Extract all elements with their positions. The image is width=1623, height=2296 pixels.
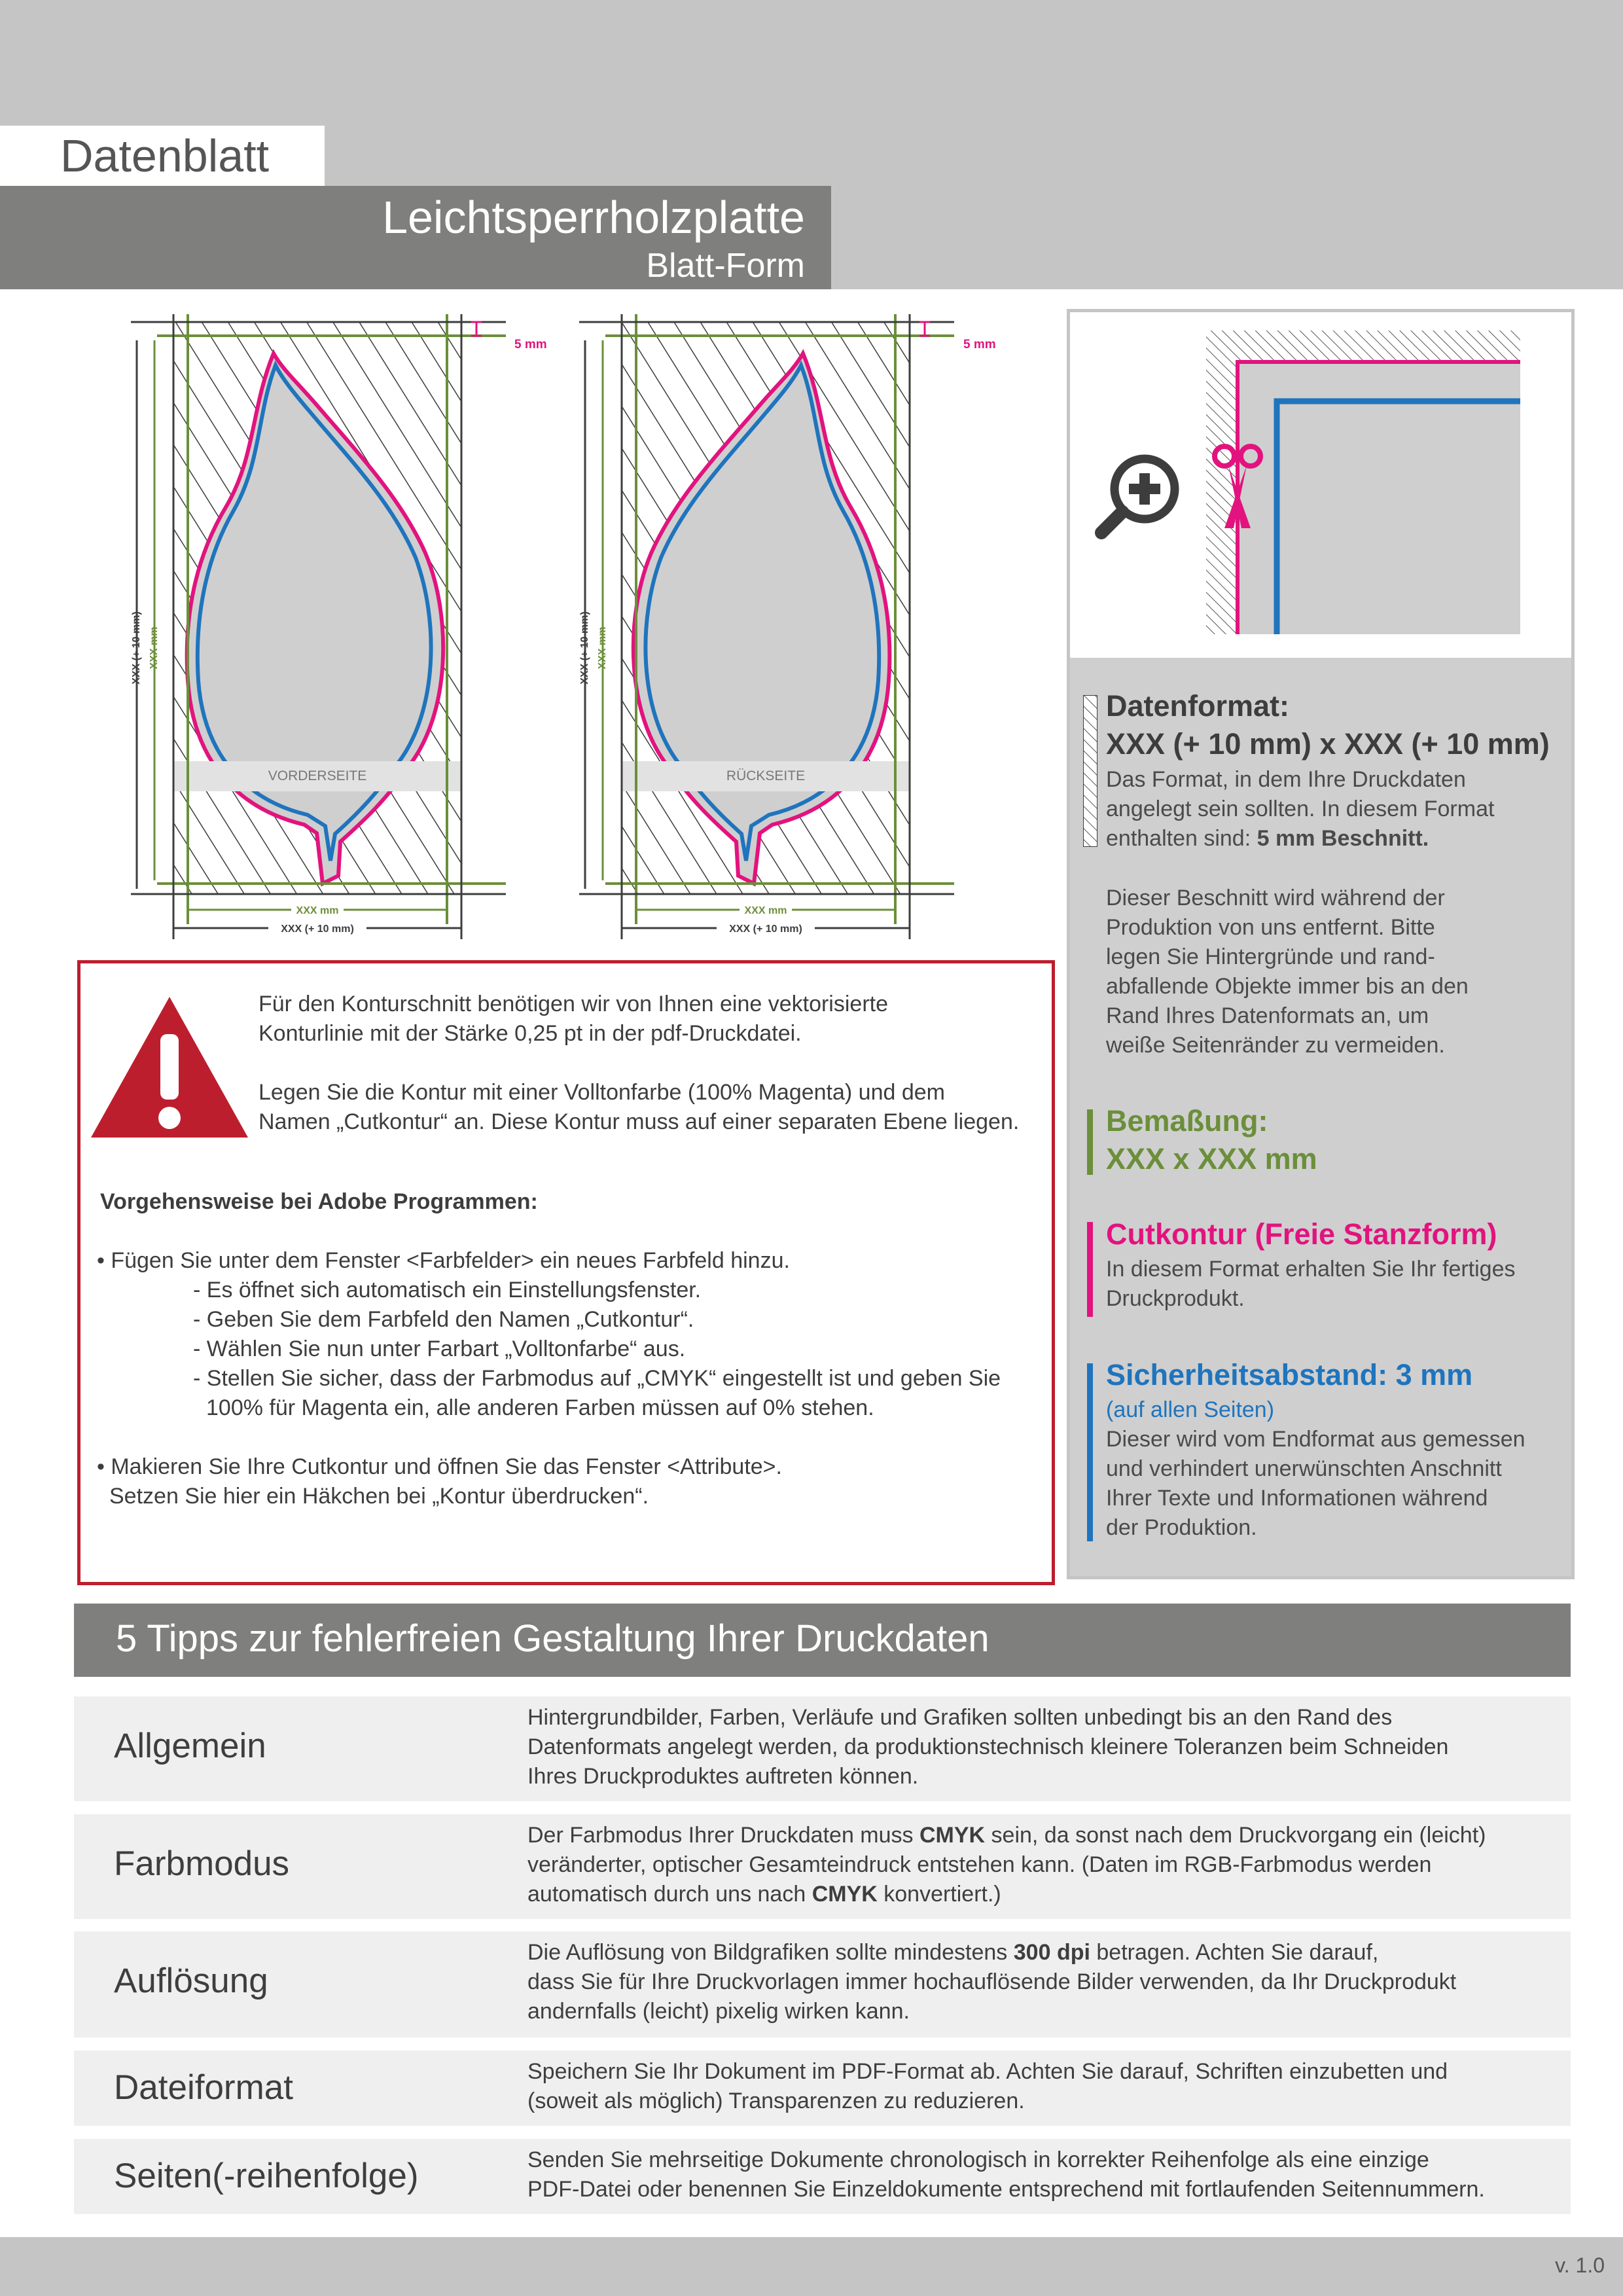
page-title: Leichtsperrholzplatte xyxy=(382,192,805,243)
adobe-step-sub-continued: 100% für Magenta ein, alle anderen Farben müssen auf 0% stehen. xyxy=(206,1395,874,1420)
tip-text-line: andernfalls (leicht) pixelig wirken kann. xyxy=(527,1999,910,2024)
tip-text-line xyxy=(527,1821,1561,1850)
document-label-text: Datenblatt xyxy=(60,130,270,181)
adobe-step-sub: - Wählen Sie nun unter Farbart „Volltonfarbe“ aus. xyxy=(193,1336,686,1361)
tip-text xyxy=(527,2145,1561,2204)
cut-contour-text xyxy=(1106,1255,1516,1314)
bleed-marker xyxy=(471,322,482,336)
tip-text xyxy=(527,2057,1561,2116)
tip-text-line xyxy=(527,1880,1561,1909)
back-side-panel xyxy=(579,314,996,939)
tip-text-line: dass Sie für Ihre Druckvorlagen immer hochauflösende Bilder verwenden, da Ihr Druckprodukt xyxy=(527,1969,1457,1994)
instruction-line: Konturlinie mit der Stärke 0,25 pt in der pdf-Druckdatei. xyxy=(259,1021,802,1046)
bleed-label: 5 mm xyxy=(963,338,996,351)
adobe-step-main: • Fügen Sie unter dem Fenster <Farbfelder> ein neues Farbfeld hinzu. xyxy=(97,1248,790,1273)
tip-text-line: Ihres Druckproduktes auftreten können. xyxy=(527,1764,919,1789)
tip-text-bold: 300 dpi xyxy=(1013,1940,1090,1965)
cut-text-line: Druckprodukt. xyxy=(1106,1286,1245,1311)
instruction-line: Legen Sie die Kontur mit einer Volltonfarbe (100% Magenta) und dem xyxy=(259,1080,945,1105)
bleed-text-line: abfallende Objekte immer bis an den xyxy=(1106,974,1469,999)
front-side-panel xyxy=(131,314,547,939)
bleed-text-line: Produktion von uns entfernt. Bitte xyxy=(1106,915,1435,940)
bleed-text-line: weiße Seitenränder zu vermeiden. xyxy=(1106,1033,1445,1058)
net-height-label: XXX mm xyxy=(597,626,608,670)
bleed-hatch-bar xyxy=(1083,695,1097,847)
tip-row-general xyxy=(74,1696,1571,1801)
tip-text-segment: betragen. Achten Sie darauf, xyxy=(1090,1940,1379,1965)
tip-text-line: veränderter, optischer Gesamteindruck entstehen kann. (Daten im RGB-Farbmodus werden xyxy=(527,1852,1432,1877)
tip-text-line: PDF-Datei oder benennen Sie Einzeldokumente entsprechend mit fortlaufenden Seitennummern. xyxy=(527,2177,1485,2202)
format-text-3 xyxy=(1106,824,1429,853)
instruction-paragraph-2 xyxy=(259,1078,1019,1137)
adobe-step-main: • Makieren Sie Ihre Cutkontur und öffnen Sie das Fenster <Attribute>. xyxy=(97,1454,782,1479)
net-width-label: XXX mm xyxy=(744,905,787,916)
format-value: XXX (+ 10 mm) x XXX (+ 10 mm) xyxy=(1106,727,1550,761)
safety-text-line: und verhindert unerwünschten Anschnitt xyxy=(1106,1456,1502,1481)
leaf-shape-diagram xyxy=(0,288,1060,949)
total-width-label: XXX (+ 10 mm) xyxy=(281,924,354,935)
safety-heading: Sicherheitsabstand: 3 mm xyxy=(1106,1358,1473,1391)
format-text-1: Das Format, in dem Ihre Druckdaten xyxy=(1106,767,1466,792)
page-subtitle: Blatt-Form xyxy=(646,247,805,285)
tips-header-title: 5 Tipps zur fehlerfreien Gestaltung Ihrer Druckdaten xyxy=(116,1617,990,1660)
format-text-3-plain: enthalten sind: xyxy=(1106,826,1257,851)
cut-contour-instructions xyxy=(77,960,1055,1585)
tip-text xyxy=(527,1938,1561,2026)
tip-text-segment: sein, da sonst nach dem Druckvorgang ein (leicht) xyxy=(985,1823,1486,1848)
tip-title: Farbmodus xyxy=(114,1844,290,1883)
tip-text xyxy=(527,1821,1561,1909)
cut-contour-heading: Cutkontur (Freie Stanzform) xyxy=(1106,1217,1497,1251)
tip-title: Auflösung xyxy=(114,1962,268,2000)
bleed-marker xyxy=(919,322,930,336)
dimension-marker-bar xyxy=(1087,1109,1093,1175)
tip-text-line: Senden Sie mehrseitige Dokumente chronologisch in korrekter Reihenfolge als eine einzige xyxy=(527,2147,1429,2172)
tip-text-segment: Die Auflösung von Bildgrafiken sollte mindestens xyxy=(527,1940,1014,1965)
tip-text-bold: CMYK xyxy=(812,1882,878,1907)
version-label: v. 1.0 xyxy=(1555,2253,1605,2277)
footer-band xyxy=(0,2237,1623,2296)
dimension-value: XXX x XXX mm xyxy=(1106,1142,1317,1175)
safety-text-line: Ihrer Texte und Informationen während xyxy=(1106,1486,1488,1511)
back-side-label: RÜCKSEITE xyxy=(726,768,806,783)
tip-row-file-format xyxy=(74,2051,1571,2126)
bleed-text-line: Dieser Beschnitt wird während der xyxy=(1106,886,1445,910)
format-heading: Datenformat: xyxy=(1106,689,1290,723)
adobe-step-sub: - Stellen Sie sicher, dass der Farbmodus auf „CMYK“ eingestellt ist und geben Sie xyxy=(193,1366,1001,1391)
tip-row-color-mode xyxy=(74,1814,1571,1919)
tips-header xyxy=(74,1604,1571,1677)
net-width-label: XXX mm xyxy=(296,905,339,916)
tip-title: Seiten(-reihenfolge) xyxy=(114,2157,419,2195)
safety-text-line: Dieser wird vom Endformat aus gemessen xyxy=(1106,1427,1525,1452)
warning-icon xyxy=(88,994,251,1141)
cut-text-line: In diesem Format erhalten Sie Ihr fertiges xyxy=(1106,1257,1516,1282)
tip-text-segment: automatisch durch uns nach xyxy=(527,1882,812,1907)
instruction-paragraph-1 xyxy=(259,990,888,1049)
tip-text-line: Datenformats angelegt werden, da produktionstechnisch kleinere Toleranzen beim Schneiden xyxy=(527,1734,1449,1759)
format-text-2: angelegt sein sollten. In diesem Format xyxy=(1106,797,1495,821)
total-height-label: XXX (+ 10 mm) xyxy=(579,611,590,685)
tip-text-line: Speichern Sie Ihr Dokument im PDF-Format ab. Achten Sie darauf, Schriften einzubetten und xyxy=(527,2059,1448,2084)
adobe-step-main-continued: Setzen Sie hier ein Häkchen bei „Kontur überdrucken“. xyxy=(109,1484,649,1509)
net-height-label: XXX mm xyxy=(149,626,160,670)
tip-text-line xyxy=(527,1938,1561,1967)
dimension-heading: Bemaßung: xyxy=(1106,1104,1268,1138)
format-text-3-bold: 5 mm Beschnitt. xyxy=(1257,826,1429,851)
detail-zoom-box xyxy=(1067,309,1575,661)
tip-row-page-order xyxy=(74,2139,1571,2214)
safety-text-line: der Produktion. xyxy=(1106,1515,1257,1540)
zoom-in-icon xyxy=(1101,459,1175,533)
bleed-text xyxy=(1106,884,1469,1060)
tip-text-segment: Der Farbmodus Ihrer Druckdaten muss xyxy=(527,1823,919,1848)
adobe-step-sub: - Es öffnet sich automatisch ein Einstellungsfenster. xyxy=(193,1278,702,1302)
tip-text-bold: CMYK xyxy=(919,1823,986,1848)
tip-row-resolution xyxy=(74,1931,1571,2037)
adobe-step-sub: - Geben Sie dem Farbfeld den Namen „Cutkontur“. xyxy=(193,1307,694,1332)
title-box xyxy=(0,186,831,289)
format-info-panel xyxy=(1067,658,1575,1579)
adobe-steps-heading: Vorgehensweise bei Adobe Programmen: xyxy=(100,1189,538,1214)
instruction-line: Für den Konturschnitt benötigen wir von Ihnen eine vektorisierte xyxy=(259,992,888,1016)
document-label xyxy=(0,126,325,186)
instruction-line: Namen „Cutkontur“ an. Diese Kontur muss auf einer separaten Ebene liegen. xyxy=(259,1109,1020,1134)
total-width-label: XXX (+ 10 mm) xyxy=(729,924,802,935)
total-height-label: XXX (+ 10 mm) xyxy=(131,611,142,685)
tip-text-line: (soweit als möglich) Transparenzen zu reduzieren. xyxy=(527,2089,1025,2113)
front-side-label: VORDERSEITE xyxy=(268,768,367,783)
bleed-text-line: legen Sie Hintergründe und rand- xyxy=(1106,944,1435,969)
safety-text xyxy=(1106,1425,1525,1543)
tip-title: Allgemein xyxy=(114,1727,266,1765)
bleed-label: 5 mm xyxy=(514,338,547,351)
tip-text-segment: konvertiert.) xyxy=(877,1882,1001,1907)
corner-detail-illustration xyxy=(1070,312,1571,658)
tip-text xyxy=(527,1703,1561,1791)
safety-subheading: (auf allen Seiten) xyxy=(1106,1397,1275,1422)
tip-title: Dateiformat xyxy=(114,2068,293,2107)
safety-marker-bar xyxy=(1087,1363,1093,1541)
tip-text-line: Hintergrundbilder, Farben, Verläufe und Grafiken sollten unbedingt bis an den Rand des xyxy=(527,1705,1393,1730)
bleed-text-line: Rand Ihres Datenformats an, um xyxy=(1106,1003,1429,1028)
cut-contour-marker-bar xyxy=(1087,1222,1093,1317)
